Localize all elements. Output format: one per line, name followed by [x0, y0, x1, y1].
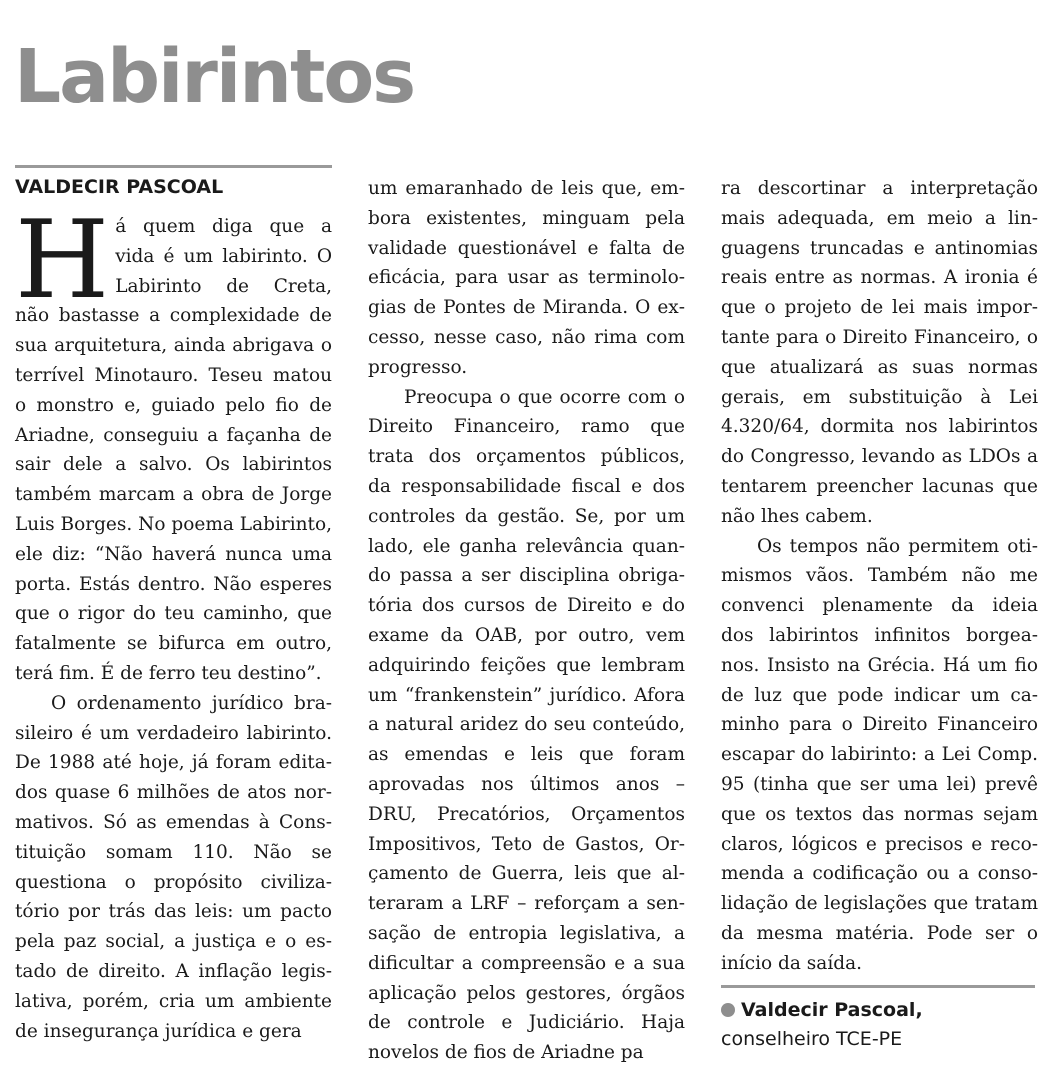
paragraph-intro — [15, 198, 332, 689]
article-title: Labirintos — [14, 34, 415, 120]
author-signature — [721, 985, 1035, 1054]
signature-role: conselheiro TCE-PE — [721, 1028, 903, 1050]
bullet-icon — [721, 1003, 735, 1017]
paragraph: ra descortinar a interpretação mais adequada, em meio a linguagens truncadas e antinomias reais entre as normas. A ironia é que o projeto de lei mais importante para o Direito Financeiro, o que atualizará as suas normas gerais, em substituição à Lei 4.320/64, dormita nos labirintos do Congresso, levando as LDOs a tentarem preencher lacunas que não lhes cabem. — [721, 178, 1038, 527]
paragraph: Preocupa o que ocorre com o Direito Financeiro, ramo que trata dos orçamentos públicos, da responsabilidade fiscal e dos controles da gestão. Se, por um lado, ele ganha relevância quando passa a ser disciplina obrigatória dos cursos de Direito e do exame da OAB, por outro, vem adquirindo feições que lembram um “frankenstein” jurídico. Afora a natural aridez do seu conteúdo, as emendas e leis que foram aprovadas nos últimos anos – DRU, Precatórios, Orçamentos Impositivos, Teto de Gastos, Orçamento de Guerra, leis que alteraram a LRF – reforçam a sensação de entropia legislativa, a dificultar a compreensão e a sua aplicação pelos gestores, órgãos de controle e Judiciário. Haja novelos de fios de Ariadne pa — [368, 386, 685, 1064]
signature-name: Valdecir Pascoal, — [741, 999, 923, 1021]
paragraph-intro-text: á quem diga que a vida é um labirinto. O Labirinto de Creta, não bastasse a complexidade de sua arquitetura, ainda abrigava o terrível Minotauro. Teseu matou o monstro e, guiado pelo fio de Ariadne, conseguiu a façanha de sair dele a salvo. Os labirintos também marcam a obra de Jorge Luis Borges. No poema Labirinto, ele diz: “Não haverá nunca uma porta. Estás dentro. Não esperes que o rigor do teu caminho, que fatalmente se bifurca em outro, terá fim. É de ferro teu destino”. — [15, 216, 332, 684]
article-column-2 — [368, 174, 685, 1068]
paragraph: Os tempos não permitem otimismos vãos. Também não me convenci plenamente da ideia dos labirintos infinitos borgeanos. Insisto na Grécia. Há um fio de luz que pode indicar um caminho para o Direito Financeiro escapar do labirinto: a Lei Comp. 95 (tinha que ser uma lei) prevê que os textos das normas sejam claros, lógicos e precisos e recomenda a codificação ou a consolidação de legislações que tratam da mesma matéria. Pode ser o início da saída. — [721, 535, 1038, 974]
drop-cap: H — [15, 198, 110, 323]
article-column-3 — [721, 174, 1038, 979]
paragraph: um emaranhado de leis que, embora existentes, minguam pela validade questionável e falta de eficácia, para usar as terminologias de Pontes de Miranda. O excesso, nesse caso, não rima com progresso. — [368, 178, 685, 378]
author-byline: VALDECIR PASCOAL — [15, 176, 224, 198]
article-column-1 — [15, 165, 332, 1046]
paragraph: O ordenamento jurídico brasileiro é um verdadeiro labirinto. De 1988 até hoje, já foram editados quase 6 milhões de atos normativos. Só as emendas à Constituição somam 110. Não se questiona o propósito civilizatório por trás das leis: um pacto pela paz social, a justiça e o estado de direito. A inflação legislativa, porém, cria um ambiente de insegurança jurídica e gera — [15, 692, 332, 1042]
